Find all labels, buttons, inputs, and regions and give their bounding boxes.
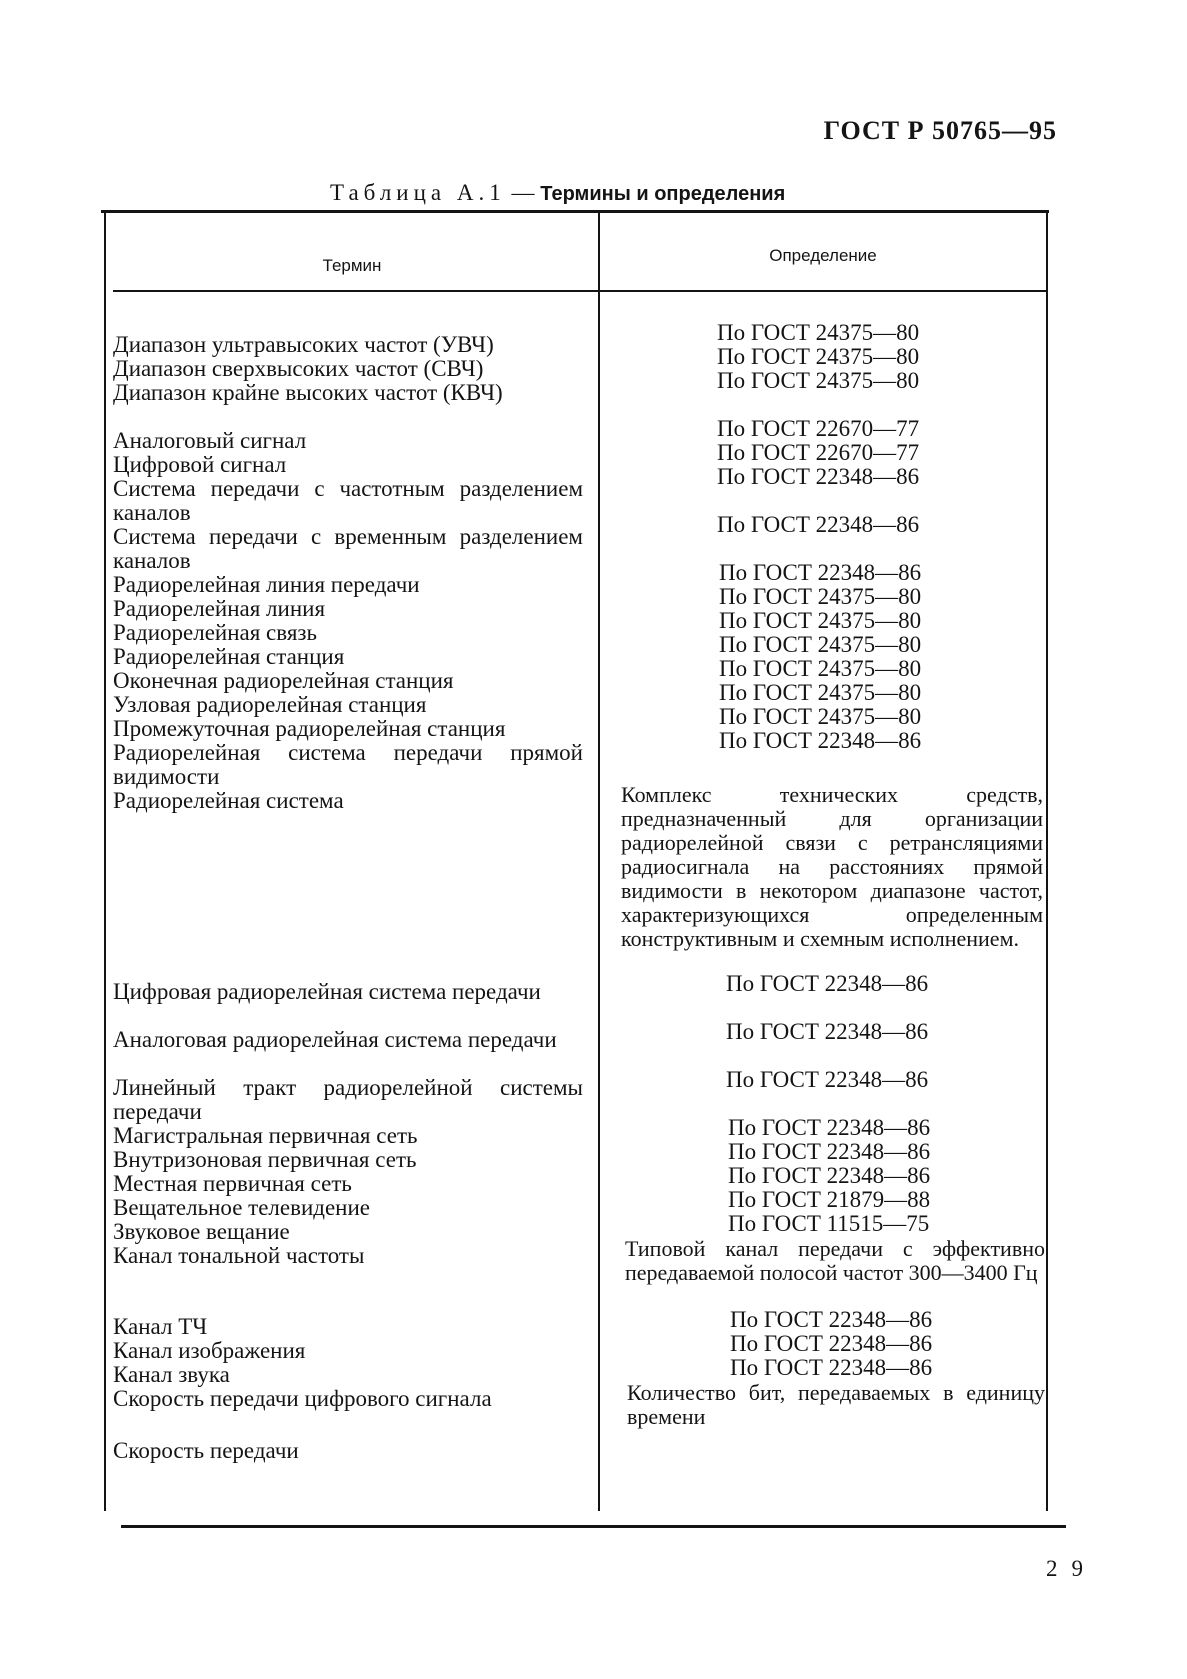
term-item: Канал ТЧ: [113, 1314, 208, 1339]
table-bottom-rule: [121, 1525, 1066, 1528]
definition-item: По ГОСТ 22348—86: [730, 1355, 933, 1380]
term-item: Линейный тракт радиорелейной системы передачи: [113, 1075, 583, 1124]
definition-item: По ГОСТ 21879—88: [728, 1187, 931, 1212]
term-item: Скорость передачи: [113, 1438, 299, 1463]
table-caption-label: Таблица А.1: [330, 180, 506, 205]
definition-item: По ГОСТ 24375—80: [717, 368, 920, 393]
term-item: Канал звука: [113, 1362, 230, 1387]
definition-item: По ГОСТ 24375—80: [719, 632, 922, 657]
definition-item: По ГОСТ 22348—86: [726, 971, 929, 996]
term-item: Вещательное телевидение: [113, 1195, 370, 1220]
term-item: Аналоговый сигнал: [113, 428, 307, 453]
definition-item: По ГОСТ 11515—75: [728, 1211, 930, 1236]
term-item: Цифровая радиорелейная система передачи: [113, 979, 541, 1004]
term-item: Диапазон крайне высоких частот (КВЧ): [113, 380, 503, 405]
column-header-definition: Определение: [769, 246, 877, 265]
term-item: Диапазон ультравысоких частот (УВЧ): [113, 332, 494, 357]
term-item: Внутризоновая первичная сеть: [113, 1147, 417, 1172]
definition-item: По ГОСТ 24375—80: [719, 608, 922, 633]
definition-item: По ГОСТ 22348—86: [728, 1115, 931, 1140]
definition-item: По ГОСТ 22348—86: [726, 1019, 929, 1044]
term-item: Цифровой сигнал: [113, 452, 287, 477]
table-caption-title: Термины и определения: [540, 183, 786, 205]
definition-item: По ГОСТ 24375—80: [719, 680, 922, 705]
term-item: Радиорелейная линия: [113, 596, 326, 621]
definition-item: По ГОСТ 22348—86: [719, 560, 922, 585]
term-item: Радиорелейная станция: [113, 644, 345, 669]
term-item: Оконечная радиорелейная станция: [113, 668, 454, 693]
definition-item: По ГОСТ 22348—86: [717, 464, 920, 489]
definition-item: По ГОСТ 22348—86: [719, 728, 922, 753]
term-item: Радиорелейная связь: [113, 620, 317, 645]
definition-text: Комплекс технических средств, предназначенный для организации радиорелейной связи с ретрансляциями радиосигнала на расстояниях прямой видимости в некотором диапазоне частот, характеризующихся определенным конструктивным и схемным исполнением.: [621, 782, 1043, 951]
term-item: Диапазон сверхвысоких частот (СВЧ): [113, 356, 484, 381]
table-left-border: [104, 211, 106, 1511]
table-caption-dash: —: [505, 180, 541, 205]
term-item: Местная первичная сеть: [113, 1171, 352, 1196]
definition-item: По ГОСТ 24375—80: [717, 344, 920, 369]
table-right-border: [1046, 211, 1048, 1511]
term-item: Промежуточная радиорелейная станция: [113, 716, 506, 741]
definition-item: По ГОСТ 22670—77: [717, 440, 920, 465]
column-header-term: Термин: [322, 256, 382, 275]
definition-text: Количество бит, передаваемых в единицу времени: [627, 1380, 1045, 1429]
definition-item: По ГОСТ 22348—86: [730, 1331, 933, 1356]
term-item: Канал изображения: [113, 1338, 306, 1363]
standard-header: ГОСТ Р 50765—95: [823, 116, 1057, 145]
term-item: Радиорелейная система передачи прямой видимости: [113, 740, 583, 789]
table-caption: [330, 180, 785, 206]
definition-item: По ГОСТ 24375—80: [719, 656, 922, 681]
term-item: Аналоговая радиорелейная система передачи: [113, 1027, 557, 1052]
column-divider: [598, 211, 600, 1511]
table-top-rule: [101, 210, 1049, 213]
definition-text: Типовой канал передачи с эффективно передаваемой полосой частот 300—3400 Гц: [625, 1236, 1045, 1285]
definition-item: По ГОСТ 22348—86: [726, 1067, 929, 1092]
term-item: Звуковое вещание: [113, 1219, 290, 1244]
term-item: Система передачи с частотным разделением каналов: [113, 476, 583, 525]
header-bottom-rule: [113, 290, 1048, 292]
definition-item: По ГОСТ 22348—86: [730, 1307, 933, 1332]
term-item: Канал тональной частоты: [113, 1243, 365, 1268]
term-item: Система передачи с временным разделением каналов: [113, 524, 583, 573]
definition-item: По ГОСТ 24375—80: [717, 320, 920, 345]
definition-item: По ГОСТ 22348—86: [717, 512, 920, 537]
term-item: Радиорелейная линия передачи: [113, 572, 420, 597]
definition-item: По ГОСТ 22670—77: [717, 416, 920, 441]
definition-item: По ГОСТ 24375—80: [719, 584, 922, 609]
term-item: Узловая радиорелейная станция: [113, 692, 427, 717]
definition-item: По ГОСТ 22348—86: [728, 1163, 931, 1188]
definition-item: По ГОСТ 22348—86: [728, 1139, 931, 1164]
term-item: Скорость передачи цифрового сигнала: [113, 1386, 492, 1411]
term-item: Радиорелейная система: [113, 788, 344, 813]
term-item: Магистральная первичная сеть: [113, 1123, 418, 1148]
definition-item: По ГОСТ 24375—80: [719, 704, 922, 729]
page-number: 29: [1046, 1556, 1097, 1581]
